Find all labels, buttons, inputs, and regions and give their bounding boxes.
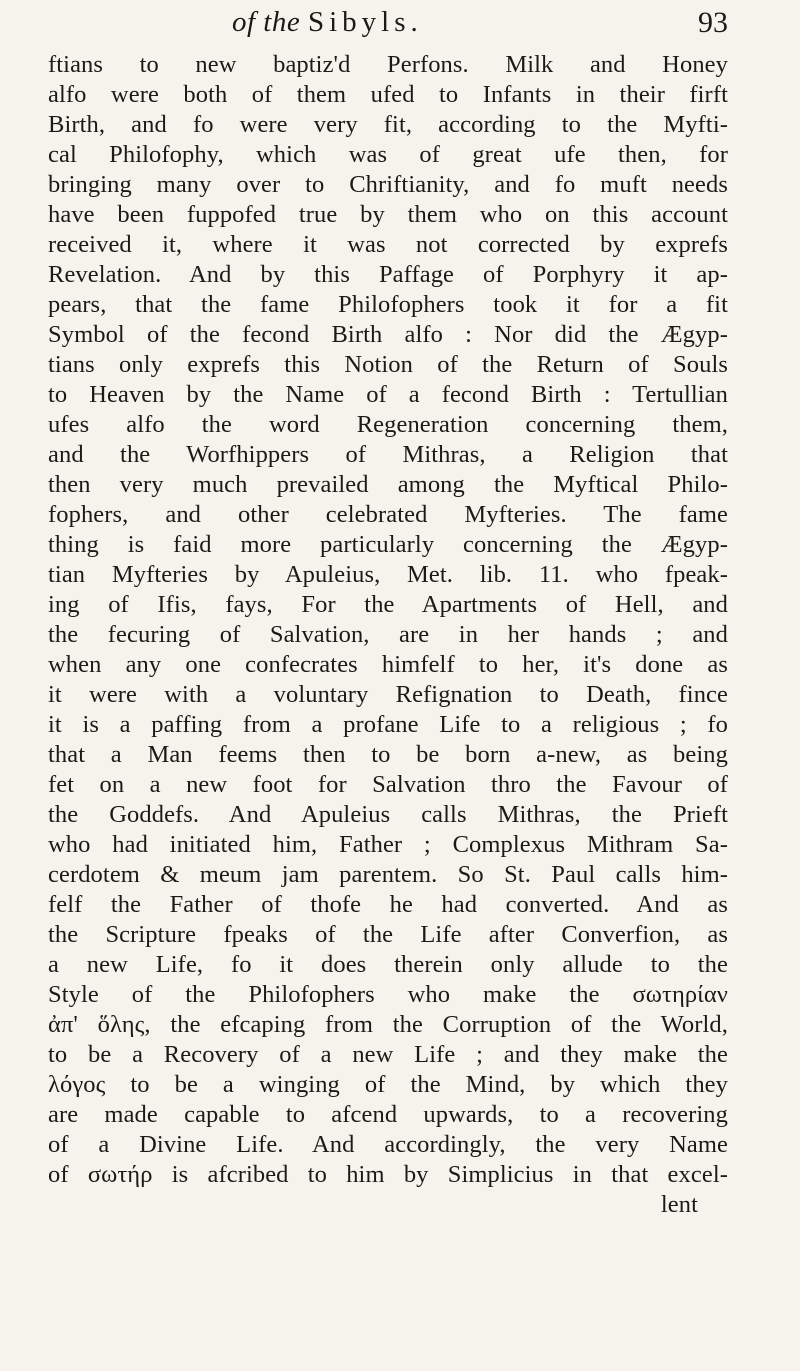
catchword: lent — [660, 1191, 698, 1218]
text-line: and the Worfhippers of Mithras, a Religion that — [48, 441, 728, 468]
text-line: it were with a voluntary Refignation to Death, fince — [48, 681, 728, 708]
text-line: the Scripture fpeaks of the Life after Converfion, as — [48, 921, 728, 948]
text-line: λόγος to be a winging of the Mind, by which they — [48, 1071, 728, 1098]
text-line: to Heaven by the Name of a fecond Birth : Tertullian — [48, 381, 728, 408]
text-line: that a Man feems then to be born a-new, as being — [48, 741, 728, 768]
text-line: tians only exprefs this Notion of the Return of Souls — [48, 351, 728, 378]
text-line: Symbol of the fecond Birth alfo : Nor did the Ægyp- — [48, 321, 728, 348]
text-line: to be a Recovery of a new Life ; and they make the — [48, 1041, 728, 1068]
text-line: Birth, and fo were very fit, according to the Myfti- — [48, 111, 728, 138]
running-head — [0, 6, 800, 46]
text-line: the fecuring of Salvation, are in her hands ; and — [48, 621, 728, 648]
text-line: cerdotem & meum jam parentem. So St. Paul calls him- — [48, 861, 728, 888]
text-line: tian Myfteries by Apuleius, Met. lib. 11. who fpeak- — [48, 561, 728, 588]
body-text — [48, 50, 728, 1220]
text-line: felf the Father of thofe he had converted. And as — [48, 891, 728, 918]
running-title-prefix: of the — [232, 6, 301, 38]
text-line: the Goddefs. And Apuleius calls Mithras, the Prieft — [48, 801, 728, 828]
text-line: received it, where it was not corrected by exprefs — [48, 231, 728, 258]
text-line: have been fuppofed true by them who on this account — [48, 201, 728, 228]
running-title-word: Sibyls. — [308, 6, 423, 38]
text-line: alfo were both of them ufed to Infants in their firft — [48, 81, 728, 108]
text-line: ufes alfo the word Regeneration concerning them, — [48, 411, 728, 438]
text-line: who had initiated him, Father ; Complexus Mithram Sa- — [48, 831, 728, 858]
page-number: 93 — [698, 6, 728, 39]
text-line: it is a paffing from a profane Life to a religious ; fo — [48, 711, 728, 738]
text-line: pears, that the fame Philofophers took it for a fit — [48, 291, 728, 318]
text-line: thing is faid more particularly concerning the Ægyp- — [48, 531, 728, 558]
text-line: of a Divine Life. And accordingly, the very Name — [48, 1131, 728, 1158]
text-line: ἀπ' ὅλης, the efcaping from the Corruption of the World, — [48, 1011, 728, 1038]
text-line: then very much prevailed among the Myftical Philo- — [48, 471, 728, 498]
text-line: Revelation. And by this Paffage of Porphyry it ap- — [48, 261, 728, 288]
text-line: cal Philofophy, which was of great ufe then, for — [48, 141, 728, 168]
text-line: ftians to new baptiz'd Perfons. Milk and Honey — [48, 51, 728, 78]
text-line: bringing many over to Chriftianity, and fo muft needs — [48, 171, 728, 198]
text-line: a new Life, fo it does therein only allude to the — [48, 951, 728, 978]
text-line: fet on a new foot for Salvation thro the Favour of — [48, 771, 728, 798]
text-line: when any one confecrates himfelf to her, it's done as — [48, 651, 728, 678]
text-line: of σωτήρ is afcribed to him by Simplicius in that excel- — [48, 1161, 728, 1188]
text-line: are made capable to afcend upwards, to a recovering — [48, 1101, 728, 1128]
text-line: Style of the Philofophers who make the σωτηρίαν — [48, 981, 728, 1008]
running-title — [232, 6, 423, 39]
text-line: fophers, and other celebrated Myfteries. The fame — [48, 501, 728, 528]
text-line: ing of Ifis, fays, For the Apartments of Hell, and — [48, 591, 728, 618]
